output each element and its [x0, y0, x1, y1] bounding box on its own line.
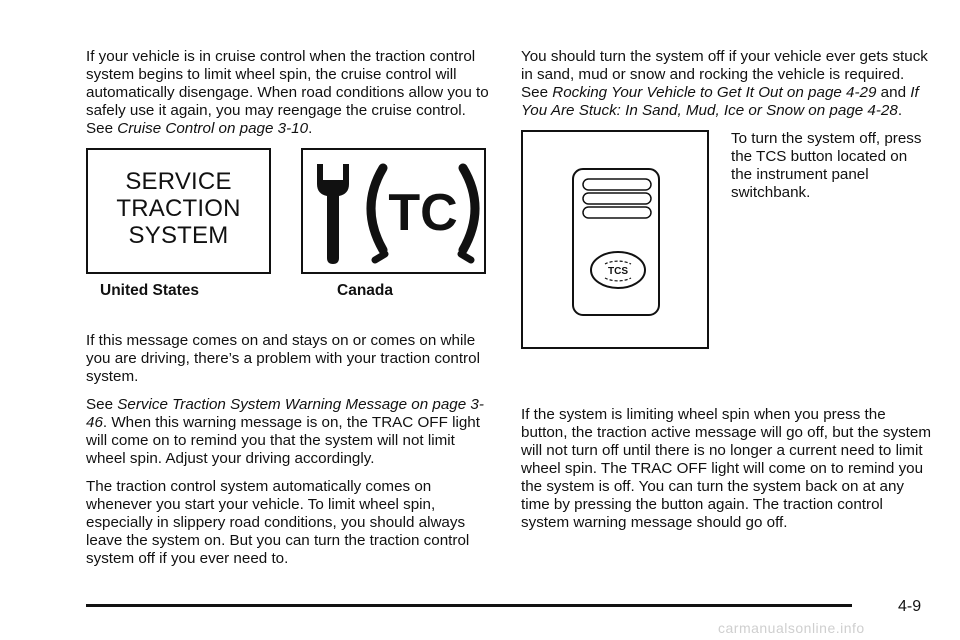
footer-rule [86, 604, 852, 607]
cruise-control-reference[interactable]: Cruise Control on page 3-10 [117, 120, 309, 137]
tcs-switchbank-panel [521, 130, 709, 349]
tc-warning-icon [303, 150, 484, 272]
service-warning-reference[interactable]: Service Traction System Warning Message on page 3-46 [86, 396, 484, 431]
and-connector: and [876, 84, 911, 101]
page-number: 4-9 [898, 598, 922, 615]
tcs-instruction-text: To turn the system off, press the TCS button located on the instrument panel switchbank. [731, 130, 922, 201]
trac-off-text: . When this warning message is on, the TRAC OFF light will come on to remind you that the system will not limit wheel spin. Adjust your driving accordingly. [86, 414, 480, 467]
caption-canada: Canada [337, 282, 393, 299]
service-line-1: SERVICE [125, 168, 232, 195]
service-line-3: SYSTEM [128, 222, 229, 249]
cruise-paragraph [86, 48, 496, 138]
cruise-end: . [308, 120, 313, 137]
cruise-text: If your vehicle is in cruise control when the traction control system begins to limit wheel spin, the cruise control will automatically disengage. When road conditions allow you to safely use it again, you may reengage the cruise control. See [86, 48, 489, 137]
caption-united-states: United States [100, 282, 200, 299]
service-line-2: TRACTION [116, 195, 241, 222]
warning-figures [86, 148, 496, 320]
service-traction-message [88, 168, 269, 249]
limiting-spin-paragraph: If the system is limiting wheel spin when you press the button, the traction active message will go off, but the system will not turn off until there is no longer a current need to limit wheel spin. The TRAC OFF light will come on to remind you the system is off. You can turn the system back on at any time by pressing the button again. The traction control system warning message should go off. [521, 406, 931, 531]
tcs-switch-illustration [523, 132, 707, 347]
left-column [86, 48, 496, 578]
service-traction-panel [86, 148, 271, 274]
auto-on-paragraph: The traction control system automatically comes on whenever you start your vehicle. To limit wheel spin, especially in slippery road conditions, you should always leave the system on. But you can turn the traction control system off if you ever need to. [86, 478, 470, 567]
tc-symbol-panel [301, 148, 486, 274]
if-stuck-reference[interactable]: If You Are Stuck: In Sand, Mud, Ice or Snow on page 4-28 [521, 84, 919, 119]
see-prefix: See [86, 396, 118, 413]
turn-off-text: You should turn the system off if your vehicle ever gets stuck in sand, mud or snow and rocking the vehicle is required. See [521, 48, 928, 101]
rocking-vehicle-reference[interactable]: Rocking Your Vehicle to Get It Out on page 4-29 [552, 84, 877, 101]
watermark: carmanualsonline.info [718, 620, 865, 636]
service-reference-paragraph [86, 396, 496, 468]
warning-message-paragraph: If this message comes on and stays on or comes on while you are driving, there’s a problem with your traction control system. [86, 332, 480, 385]
turn-off-end: . [897, 102, 903, 119]
tcs-button-label: TCS [608, 266, 628, 277]
right-column [521, 48, 931, 542]
tcs-button-figure [521, 130, 931, 394]
turn-off-paragraph [521, 48, 931, 120]
tc-label: TC [388, 184, 458, 242]
